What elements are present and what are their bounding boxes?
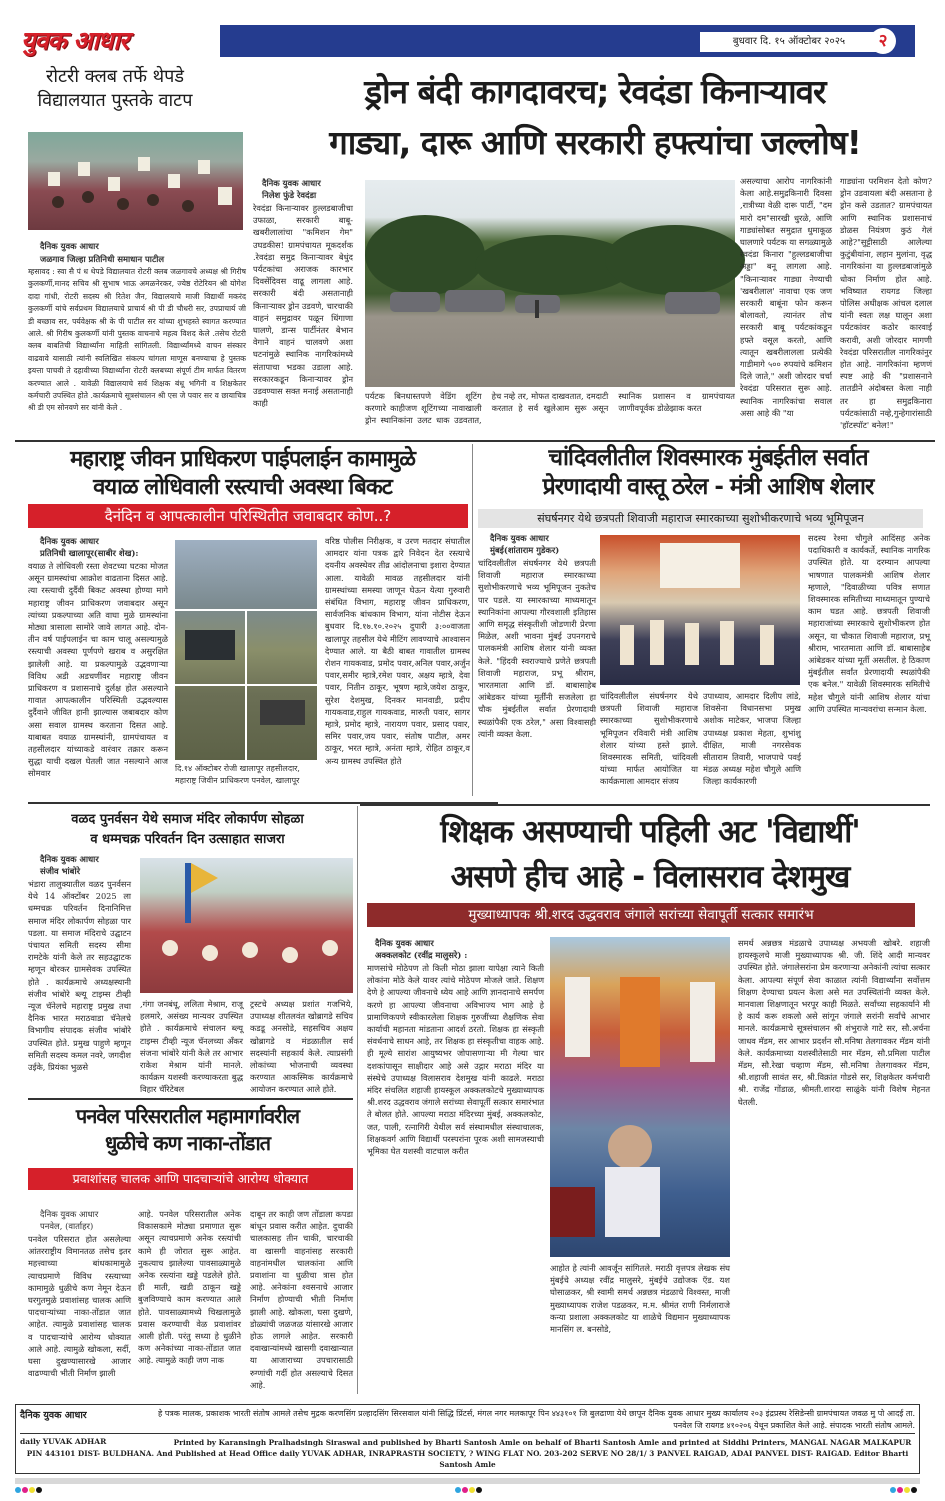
imprint-mr-name: दैनिक युवक आधार: [20, 1410, 87, 1421]
deshmukh-subhead-band: मुख्याध्यापक श्री.शरद उद्धवराव जंगाले सरांच्या सेवापूर्ती सत्कार समारंभ: [367, 903, 915, 927]
shelar-headline-line1: चांदिवलीतील शिवस्मारक मुंबईतील सर्वात: [548, 445, 868, 471]
shelar-byline-1: दैनिक युवक आधार: [490, 533, 549, 543]
drone-body-col1: रेवदंडा किनाऱ्यावर हुल्लडबाजीचा उफाळा, सरकारी बाबू-खबरीलालांचा "कमिशन गेम" उघडकीस! ग्रामपंचायत मूकदर्शक .रेवदंडा समुद्र किनाऱ्यावर बेधुंद पर्यटकांचा अराजक कारभार दिवसेंदिवस वाढू लागला आहे. सरकारी बंदी असतानाही किनाऱ्यावर ड्रोन उडवणे, चारचाकी वाहनं समुद्रावर पळून धिंगाणा घालणे, डान्स पार्टीनंतर बेभान वेगाने वाहनं चालवणे अशा घटनांमुळे स्थानिक नागरिकांमध्ये संतापाचा भडका उडाला आहे. सरकारकडून किनाऱ्यावर ड्रोन उडवण्यास सक्त मनाई असतानाही काही: [253, 203, 353, 409]
jeevan-byline-2: प्रतिनिधी खालापूर(साबीर शेख):: [40, 548, 139, 558]
panvel-body-col1: पनवेल परिसरात होत असलेल्या आंतरराष्ट्रीय विमानतळ तसेच इतर महत्त्वाच्या बांधकामामुळे त्याचप्रमाणे विविध रस्त्याच्या कामामुळे धुळीचे कण नेमून देऊन घरगुतमुळे प्रवाशांसह चालक आणि पादचाऱ्यांच्या नाका-तोंडात जात आहेत. त्यामुळे प्रवाशांसह चालक व पादचाऱ्यांचे आरोग्य धोक्यात आले आहे. त्यामुळे खोकला, सर्दी, घसा दुखण्यासारखे आजार वाढण्याची भीती निर्माण झाली: [28, 1234, 131, 1379]
shelar-headline-line2: प्रेरणादायी वास्तू ठरेल - मंत्री आशिष शेलार: [542, 474, 874, 500]
issue-date: बुधवार दि. १५ ऑक्टोबर २०२५: [700, 32, 878, 52]
jeevan-subhead-band: दैनंदिन व आपत्कालीन परिस्थितीत जवाबदार कोण..?: [28, 504, 468, 528]
bhoomipujan-stage-image: [600, 535, 800, 685]
students-holding-books-image: [28, 132, 243, 230]
deshmukh-headline-line1: शिक्षक असण्याची पहिली अट 'विद्यार्थी': [440, 814, 860, 850]
drone-beach-photo: [365, 180, 735, 387]
valad-body-col1: भंडारा तालुक्यातील वळद पुनर्वसन येथे 14 ऑक्टोंबर 2025 ला धम्मचक्र परिवर्तन दिनानिमित्त समाज मंदिर लोकार्पण सोहळा पार पडला. या समाज मंदिराचे उद्घाटन पंचायत समिती सदस्य सीमा रामटेके यांनी केले तर सहउद्घाटक म्हणून बोरकर ग्रामसेवक उपस्थित होते . कार्यक्रमाचे अध्यक्षस्थानी संजीव भांबोरे ब्ल्यू टाइम्स टीव्ही न्यूज चॅनेलचे महाराष्ट्र प्रमुख तथा दैनिक भारत मराठवाडा चॅनेलचे विभागीय संपादक संजीव भांबोरे उपस्थित होते. प्रमुख पाहुणे म्हणून समिती सदस्य कमल नवरे, जगदीश उईके, प्रियंका भुळसे: [28, 879, 131, 1073]
valad-headline-line2: व धम्मचक्र परिवर्तन दिन उत्साहात साजरा: [90, 832, 285, 847]
column-divider: [357, 806, 358, 1394]
panvel-body-col2: आहे. पनवेल परिसरातील अनेक विकासकामे मोठ्या प्रमाणात सुरू असून त्याचप्रमाणे अनेक रस्त्यांची कामे ही जोरात सुरू आहेत. नुकत्याच झालेल्या पावसाळ्यामुळे अनेक रस्त्यांना खड्डे पडलेले होते. ही माती, खडी ठाकून खड्डे बुजविण्याचे काम करण्यात आले होते. पावसाळ्यामध्ये चिखलामुळे प्रवास करण्याची वेळ प्रवाशांवर आली होती. परंतु सध्या हे धुळीने कण अनेकांच्या नाका-तोंडात जात आहे. त्यामुळे काही जण नाक: [138, 1209, 241, 1366]
imprint-divider: [20, 1433, 915, 1434]
panvel-headline-line2: धुळीचे कण नाका-तोंडात: [104, 1131, 271, 1155]
newspaper-logo: युवक आधार: [15, 25, 220, 57]
deshmukh-byline-2: अक्कलकोट (रवींद्र मालुसरे) :: [375, 950, 468, 960]
panvel-byline-1: दैनिक युवक आधार: [40, 1209, 99, 1219]
shelar-body-col4: सदस्य रेश्मा चौगुले आदिंसह अनेक पदाधिकारी व कार्यकर्ते, स्थानिक नागरिक उपस्थित होते. या दरम्यान आपल्या भाषणात पालकमंत्री आशिष शेलार म्हणाले, "दिवाळीच्या पवित्र सणात शिवस्मारक समितीच्या माध्यमातून पुण्याचे काम घडत आहे. छत्रपती शिवाजी महाराजांच्या स्मारकाचे सुशोभीकरण होत असून, या चौकात शिवाजी महाराज, प्रभू श्रीराम, भारतमाता आणि डॉ. बाबासाहेब आंबेडकर यांच्या मूर्ती असतील. हे ठिकाण मुंबईतील सर्वांत प्रेरणादायी स्थळांपैकी एक बनेल." यावेळी शिवस्मारक समितीचे महेश चौगुले यांनी आशिष शेलार यांचा आणि उपस्थित मान्यवरांचा सन्मान केला.: [808, 533, 930, 714]
shelar-byline-2: मुंबई(शांताराम गुडेकर): [490, 545, 560, 555]
deshmukh-body-col3: समर्थ अन्नछत्र मंडळाचे उपाध्यक्ष अभयजी खोबरे. शहाजी हायस्कूलचे माजी मुख्याध्यापक श्री. जी. शिंदे आदी मान्यवर उपस्थित होते. जंगालेसरांना प्रेम करणाऱ्या अनेकांनी त्यांचा सत्कार केला. आपल्या संपूर्ण सेवा काळात त्यांनी विद्यार्थ्यांना सर्वोत्तम शिक्षण देण्याचा प्रयत्न केला असे मत उपस्थितांनी व्यक्त केले. मानवाला शिक्षणातून भरपूर काही मिळते. सर्वांच्या सहकार्याने मी हे कार्य करू शकलो असे सांगून जंगाले सरांनी सर्वांचे आभार मानले. कार्यक्रमाचे सूत्रसंचालन श्री शंभुराजे गाटे सर, सौ.अर्चना जाधव मॅडम, सर आभार प्रदर्शन सौ.मनिषा तेलगावकर मॅडम यांनी केले. कार्यक्रमाच्या यशस्वीतेसाठी मार मॅडम, सौ.प्रमिला पाटील मॅडम, सौ.रेखा चव्हाण मॅडम, सौ.मनिषा तेलगावकर मॅडम, श्री.शहाजी सावंत सर, श्री.विक्रांत गोडसे सर, शिक्षकेतर कर्मचारी श्री. राजेंद्र गोंडाळ, श्रीमती.शारदा साळुंके यांनी विशेष मेहनत घेतली.: [738, 938, 930, 1107]
road-damage-image: [175, 540, 317, 760]
shelar-body-col2: चांदिवलीतील संघर्षनगर येथे छत्रपती शिवाजी महाराज स्मारकाच्या सुशोभीकरणाचे भूमिपूजन रविवारी मंत्री आशिष शेलार यांच्या हस्ते झाले. शिवस्मारक समिती, चांदिवली यांच्या मार्फत आयोजित या कार्यक्रमाला आमदार संजय: [600, 691, 698, 787]
imprint-en-text: Printed by Karansingh Pralhadsingh Siraswal and published by Bharti Santosh Amle on behalf of Bharti Santosh Amle and printed at Siddhi Printers, MANGAL NAGAR MALKAPUR PIN 443101 DIST- BULDHANA. And Published at Head Office daily YUVAK ADHAR, INRAPRASTH SOCIETY, ? WING FLAT NO. 203-202 SERVE NO 28/1/ 3 PANVEL RAIGAD, ADAI PANVEL DIST- RAIGAD. Editor Bharti Santosh Amle: [26, 1438, 912, 1469]
rotary-headline: रोटरी क्लब तर्फे थेपडे विद्यालयात पुस्तके वाटप: [37, 66, 193, 111]
deshmukh-headline-line2: असणे हीच आहे - विलासराव देशमुख: [450, 859, 850, 895]
drone-byline-1: दैनिक युवक आधार: [262, 178, 321, 188]
section-divider: [15, 440, 935, 442]
jeevan-photo-caption: दि.१४ ऑक्टोबर रोजी खालापूर तहसीलदार, महाराष्ट्र जिवीन प्राधिकरण पनवेल, खालापूर: [175, 764, 300, 785]
shelar-body-col1: चांदिवलीतील संघर्षनगर येथे छत्रपती शिवाजी महाराज स्मारकाच्या सुशोभीकरणाचे भव्य भूमिपूजन नुकतेच पार पडले. या स्मारकाच्या माध्यमातून स्थानिकांना आपल्या गौरवशाली इतिहास आणि समृद्ध संस्कृतीशी जोडणारी प्रेरणा मिळेल, अशी भावना मुंबई उपनगराचे पालकमंत्री आशिष शेलार यांनी व्यक्त केले. "हिंदवी स्वराज्याचे प्रणेते छत्रपती शिवाजी महाराज, प्रभू श्रीराम, भारतमाता आणि डॉ. बाबासाहेब आंबेडकर यांच्या मूर्तींनी सजलेला हा चौक मुंबईतील सर्वात प्रेरणादायी स्थळांपैकी एक ठरेल," असा विश्वासही त्यांनी व्यक्त केला.: [478, 558, 596, 739]
imprint-en-name: daily YUVAK ADHAR: [20, 1437, 107, 1446]
drone-headline-line2: गाड्या, दारू आणि सरकारी हफ्त्यांचा जल्लोष!: [329, 123, 861, 162]
jeevan-byline-1: दैनिक युवक आधार: [40, 536, 99, 546]
section-divider: [28, 1098, 353, 1100]
rotary-byline-1: दैनिक युवक आधार: [40, 241, 99, 251]
rotary-photo: [28, 132, 243, 230]
valad-headline-line1: वळद पुनर्वसन येथे समाज मंदिर लोकार्पण सोहळा: [71, 812, 304, 827]
color-registration-marks-center: [455, 1478, 483, 1497]
drone-body-col2: पर्यटक बिनधास्तपणे वेडिंग शूटिंग करणारे काहीजण शूटिंगच्या नावाखाली ड्रोन स्थानिकांना उलट धाक उडवतात, हेच नव्हे तर, मोफत दाखवतात, दमदाटी करतात हे सर्व खुलेआम सुरू असून स्थानिक प्रशासन व ग्रामपंचायत जाणीवपूर्वक डोळेझाक करत: [365, 391, 735, 426]
shelar-subhead-band: संघर्षनगर येथे छत्रपती शिवाजी महाराज स्मारकाच्या सुशोभीकरणाचे भव्य भूमिपूजन: [478, 509, 923, 528]
valad-byline-1: दैनिक युवक आधार: [40, 854, 99, 864]
jeevan-photos-collage: [175, 540, 317, 760]
deshmukh-event-photo: [550, 937, 730, 1257]
crowd-gathering-image: [140, 858, 353, 993]
drone-headline-line1: ड्रोन बंदी कागदावरच; रेवदंडा किनाऱ्यावर: [364, 72, 826, 111]
jeevan-headline-line1: महाराष्ट्र जीवन प्राधिकरण पाईपलाईन कामामुळे: [70, 447, 415, 472]
column-divider: [472, 444, 473, 796]
deshmukh-body-col2: आहोत हे त्यांनी आवर्जून सांगितले. मराठी वृत्तपत्र लेखक संघ मुंबईचे अध्यक्ष रवींद्र मालुसरे, मुंबईचे उद्योजक ऍड. यश घोसाळकर, श्री स्वामी समर्थ अन्नछत्र मंडळाचे विश्वस्त, माजी मुख्याध्यापक राजेश पडळकर, म.म. श्रीमंत राणी निर्मलाराजे कन्या प्रशाला अक्कलकोट या शाळेचे विद्यमान मुख्याध्यापक मानसिंग ल. बनसोडे,: [550, 1263, 730, 1335]
valad-event-photo: [140, 858, 353, 993]
panvel-subhead-band: प्रवाशांसह चालक आणि पादचाऱ्यांचे आरोग्य धोक्यात: [28, 1168, 353, 1190]
rotary-byline-2: जळगाव जिल्हा प्रतिनिधी समाधान पाटील: [40, 254, 165, 264]
jeevan-headline-line2: वयाळ लोधिवाली रस्त्याची अवस्था बिकट: [93, 475, 392, 500]
panvel-body-col3: दाबून तर काही जण तोंडाला कपडा बांधून प्रवास करीत आहेत. दुचाकी चालकासह तीन चाकी, चारचाकी वा खासगी वाहनांसह सरकारी वाहनांमधील चालकांना आणि प्रवाशांना या धुळीचा त्रास होत आहे. अनेकांना श्वसनाचे आजार निर्माण होण्याची भीती निर्माण झाली आहे. खोकला, घसा दुखणे, डोळ्यांची जळजळ यांसारखे आजार होऊ लागले आहेत. सरकारी दवाखान्यांमध्ये खासगी दवाखान्यात या आजाराच्या उपचारासाठी रुग्णांची गर्दी होत असल्याचे दिसत आहे.: [250, 1209, 353, 1390]
valad-body-col2: ,गंगा जनबंधू, ललिता मेश्राम, राजू हलमारे, असंख्य मान्यवर उपस्थित होते . कार्यक्रमाचे संचालन ब्ल्यू टाइम्स टीव्ही न्यूज चॅनलच्या अँकर संजना भांबोरे यांनी केले तर आभार राकेश मेश्राम यांनी मानले. कार्यक्रम यशस्वी करण्याकरता बुद्ध विहार चॅरिटेबल: [140, 999, 243, 1095]
section-divider: [360, 804, 930, 806]
valad-body-col3: ट्रस्टचे अध्यक्ष प्रशांत गजभिये, उपाध्यक्ष शीतलवंत खोब्रागडे सचिव कडडू अनसोडे, सहसचिव अक्षय खोब्रागडे व मंडळातील सर्व सदस्यांनी सहकार्य केले. त्याप्रसंगी लोकांच्या भोजनाची व्यवस्था करण्यात आकस्मिक कार्यक्रमाचे आयोजन करण्यात आले होते.: [250, 999, 353, 1095]
imprint-mr-text: हे पत्रक मालक, प्रकाशक भारती संतोष आमले तसेच मुद्रक करणसिंग प्रल्हादसिंग सिरसवाल यांनी सिद्धि प्रिंटर्स, मंगल नगर मलकापूर पिन ४४३१०१ जि बुलढाणा येथे छापून दैनिक युवक आधार मुख्य कार्यालय २०३ इंद्रप्रस्थ रेसिडेन्सी ग्रामपंचायत जवळ मु पो आदई ता. पनवेल जि रायगड ४१०२०६ येथून प्रकाशित केले आहे. संपादक भारती संतोष आमले.: [158, 1409, 915, 1430]
color-registration-marks-right: [890, 1478, 918, 1497]
panvel-headline-line1: पनवेल परिसरातील महामार्गावरील: [75, 1104, 300, 1128]
deshmukh-byline-1: दैनिक युवक आधार: [375, 938, 434, 948]
drone-byline-2: निलेश फुंडे रेवदंडा: [262, 190, 317, 200]
drone-body-col3: असल्याचा आरोप नागरिकांनी केला आहे.समुद्रकिनारी दिवसा ,रात्रीच्या वेळी दारू पार्टी, "दम मारो दम"सारखी धुरळे, आणि गाड्यांसोबत समुद्रात धुमाकूळ घालणारे पर्यटक या सगळ्यामुळे रेवदंडा किनारा "हुल्लडबाजीचा अड्डा" बनू लागला आहे. "किनाऱ्यावर गाड्या नेण्याची 'खबरीलाल' नावाचा एक जण सरकारी बाबूंना फोन करून बोलावतो, त्यानंतर तोच सरकारी बाबू पर्यटकांकडून हफ्ते वसूल करतो, आणि त्यातून खबरीलालला प्रत्येकी गाडीमागे ५०० रुपयांचे कमिशन दिले जाते," अशी जोरदार चर्चा रेवदंडा परिसरात सुरू आहे. स्थानिक नागरिकांचा सवाल असा आहे की "या: [740, 176, 832, 418]
valad-byline-2: संजीव भांबोरे: [40, 866, 81, 876]
page-number: २: [870, 28, 896, 54]
panvel-byline-2: पनवेल, (वार्ताहर): [40, 1221, 94, 1231]
color-registration-marks-left: [15, 1478, 43, 1497]
jeevan-body-col3: वरिष्ठ पोलीस निरीक्षक, व उरण मतदार संघातील आमदार यांना पत्रक द्वारे निवेदन देत रस्त्याचे दयनीय अवस्थेवर तीव्र आंदोलनाचा इशारा देण्यात आला. यावेळी मावळ तहसीलदार यांनी ग्रामस्थांच्या समस्या जाणून घेऊन येत्या गुरुवारी संबंधित विभाग, महाराष्ट्र जीवन प्राधिकरण, सार्वजनिक बांधकाम विभाग, यांना नोटीस देऊन बुधवार दि.१७.१०.२०२५ दुपारी ३:००वाजता खालापूर तहसील येथे मीटिंग लावण्याचे आश्वासन देण्यात आले. या बैठी बाबत गावातील ग्रामस्थ रोशन गायकवाड, प्रमोद पवार,अनिल पवार,अर्जुन पवार,समीर म्हात्रे,रमेश पवार, अक्षय म्हात्रे, देवा पवार, नितीन ठाकूर, भूषण म्हात्रे,जयेश ठाकूर, सुरेश देशमुख, दिनकर मानवाडी, प्रदीप गायकवाड,राहुल गायकवाड, मारुती पवार, सागर म्हात्रे, प्रमोद म्हात्रे, नारायण पवार, प्रसाद पवार, समिर पवार,जय पवार, संतोष पाटील, अमर ठाकूर, भरत म्हात्रे, अनंता म्हात्रे, रोहित ठाकूर,व अन्य ग्रामस्थ उपस्थित होते: [325, 536, 470, 766]
deshmukh-body-col1: माणसांचे मोठेपण तो किती मोठा झाला यापेक्षा त्याने किती लोकांना मोठे केले यावर त्यांचे मोठेपण मोजले जाते. शिक्षण देणे हे आपल्या जीवनाचे ध्येय आहे आणि ज्ञानदानाचे समर्पण करणे हा आपल्या जीवनाचा अविभाज्य भाग आहे हे प्रामाणिकपणे स्वीकारलेला शिक्षक गुरुजींच्या शैक्षणिक सेवा कार्याची महानता मांडताना आदर्श ठरतो. शिक्षक हा संस्कृती संवर्धनाचे साधन आहे, तर शिक्षक हा संस्कृतीचा वाहक आहे. ही मूल्ये सारांश आयुष्यभर जोपासणाऱ्या मी गेल्या चार दशकांपासून साक्षीदार आहे असे उद्गार मराठा मंदिर या संस्थेचे उपाध्यक्ष विलासराव देशमुख यांनी काढले. मराठा मंदिर संचलित शहाजी हायस्कूल अक्कलकोटचे मुख्याध्यापक श्री.शरद उद्धवराव जंगाले सरांच्या सेवापूर्ती सत्कार समारंभात ते बोलत होते. आपल्या मराठा मंदिरच्या मुंबई, अक्कलकोट, जत, पाली, रत्नागिरी येथील सर्व संस्थामधील संस्थाचालक, शिक्षकवर्ग आणि विद्यार्थी परस्परांना पूरक अशी सामजस्याची भूमिका घेत यशस्वी वाटचाल करीत: [367, 963, 544, 1157]
drone-body-col4: गाड्यांना परमिशन देतो कोण? ड्रोन उडवायला बंदी असताना हे ड्रोन कसे उडतात? ग्रामपंचायत आणि स्थानिक प्रशासनाचं डोळस नियंत्रण कुठं गेलं आहे?"सुट्टीसाठी आलेल्या कुटुंबीयांना, लहान मुलांना, वृद्ध नागरिकांना या हुल्लडबाजांमुळे धोका निर्माण होत आहे. भविष्यात रायगड जिल्हा पोलिस अधीक्षक आंचल दलाल यांनी स्वतः लक्ष घालून अशा पर्यटकांवर कठोर कारवाई करावी, अशी जोरदार मागणी रेवदंडा परिसरातील नागरिकांनुर होत आहे. नागरिकांना म्हणणं स्पष्ट आहे की "प्रशासनाने तातडीने अंदोबस्त केला नाही तर हा समुद्रकिनारा पर्यटकांसाठी नव्हे,गुन्हेगारांसाठी 'हॉटस्पॉट' बनेल!": [840, 176, 932, 431]
shelar-body-col3: उपाध्याय, आमदार दिलीप लांडे, शिवसेना विधानसभा प्रमुख अशोक माटेकर, भाजपा जिल्हा उपाध्यक्ष प्रकाश मेहता, शुभांशु दीक्षित, माजी नगरसेवक सीताराम तिवारी, भाजपाचे पवई मंडळ अध्यक्ष महेश चौगुले आणि जिल्हा कार्यकारणी: [703, 691, 801, 787]
jeevan-body-col1: वयाळ ते लोधिवली रस्ता शेवटच्या घटका मोजत असून ग्रामस्थांचा आक्रोश वाढताना दिसत आहे. त्या रस्त्याची दुर्दैवी बिकट अवस्था होण्या मागे महाराष्ट्र जीवन प्राधिकरण जवाबदार असून त्यांच्या प्रकल्पाच्या अति वाघा मुळे ग्रामस्थांना मोठ्या त्रासाला सामोरे जावे लागत आहे. दोन-तीन वर्ष पाईपलाईन चा काम चालू असल्यामुळे रस्त्याची अवस्था पूर्णपणे खराब व असुरक्षित झालेली आहे. या प्रकल्पामुळे उद्भवणाऱ्या विविध अडी अडचणींवर महाराष्ट्र जीवन प्राधिकरण व प्रशासनाचे दुर्लक्ष होत असल्याने गावात आपत्कालीन परिस्थिती उद्भवल्यास दुर्दैवाने जीवित हानी झाल्यास जबाबदार कोण असा सवाल ग्रामस्थ करताना दिसत आहे. याबाबत वयाळ ग्रामस्थांनी, ग्रामपंचायत व तहसीलदार यांच्याकडे वारंवार तक्रार करून सुद्धा याची दखल घेतली जात नसल्याने आज सोमवार: [28, 561, 168, 779]
beach-cars-image: [365, 180, 735, 387]
rotary-body: म्हसावद : स्वा सै पं ध थेपडे विद्यालयात रोटरी क्लब जळगावचे अध्यक्ष श्री गिरीष कुलकर्णी,मानद सचिव श्री सुभाष भाऊ अमळनेरकर, ज्येष्ठ रोटेरियन श्री योगेश दादा गांधी, रोटरी सदस्य श्री रितेश जैन, विद्यालयाचे माजी विद्यार्थी मकरंद कुलकर्णी यांचे सर्वप्रथम विद्यालयाचे प्राचार्य श्री पी डी चौधरी सर, उपप्राचार्य जी डी बच्छाव सर, पर्यवेक्षक श्री के पी पाटील सर यांच्या शुभहस्ते स्वागत करण्यात आले. श्री गिरीष कुलकर्णी यांनी पुस्तक वाचनाचे महत्व विशद केले .तसेच रोटरी क्लब बाबतिची विद्यार्थ्यांना माहिती सांगितली. विद्यार्थ्यांमध्ये वाचन संस्कार वाढवावे यासाठी त्यांनी स्वलिखित संकल्प चांगला माणूस बनण्याचा हे पुस्तक इयत्ता पाचवी ते दहावीच्या विद्यार्थ्यांना रोटरी क्लबच्या संपूर्ण टीम मार्फत वितरण करण्यात आले . यावेळी विद्यालयाचे सर्व शिक्षक बंधू भगिनी व शिक्षकेतर कर्मचारी उपस्थित होते .कार्यक्रमाचे सूत्रसंचालन श्री एस जे पवार सर व छायाचित्र श्री डी एम सोनवणे सर यांनी केले .: [28, 267, 246, 413]
felicitation-ceremony-image: [550, 937, 730, 1257]
shelar-event-photo: [600, 535, 800, 685]
